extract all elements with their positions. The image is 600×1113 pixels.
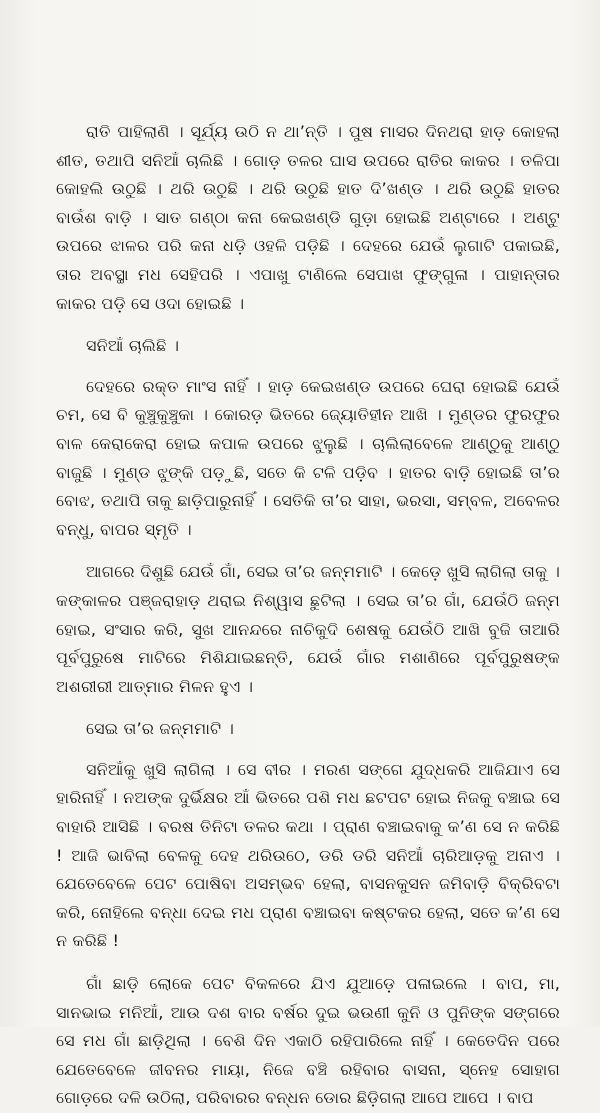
paragraph: ସେଇ ତା’ର ଜନ୍ମମାଟି । [86,719,235,739]
paragraph: ରାତି ପାହିଲାଣି । ସୂର୍ଯ୍ୟ ଉଠି ନ ଥା’ନ୍ତି । ପୁଷ ମାସର ଦିନଥରା ହାଡ଼ କୋହଲା ଶୀତ, ତଥାପି ସନିଆଁ ଚାଲିଛି । ଗୋଡ଼ ତଳର ଘାସ ଉପରେ ରାତିର କାକର । ତଳିପା କୋହଲି ଉଠୁଛି । ଥରି ଉଠୁଛି । ଥରି ଉଠୁଛି ହାତ ଦି’ଖଣ୍ଡ । ଥରି ଉଠୁଛି ହାତର ବାଉଁଶ ବାଡ଼ି । ସାତ ଗଣ୍ଠା କନା କେଇଖଣ୍ଡି ଗୁଡ଼ା ହୋଇଛି ଅଣ୍ଟାରେ । ଅଣ୍ଟୁ ଉପରେ ଝାଳର ପରି କନା ଧଡ଼ି ଓହଳି ପଡ଼ିଛି । ଦେହରେ ଯେଉଁ ଲୁଗାଟି ପକାଇଛି, ତାର ଅବସ୍ଥା ମଧ ସେହିପରି । ଏପାଖୁ ଟାଣିଲେ ସେପାଖ ଫୁଙ୍ଗୁଳା । ପାହାନ୍ତାର କାକର ପଡ଼ି ସେ ଓଦା ହୋଇଛି । [56,122,560,313]
paragraph: ଆଗରେ ଦିଶୁଛି ଯେଉଁ ଗାଁ, ସେଇ ତା’ର ଜନ୍ମମାଟି । କେଡ଼େ ଖୁସି ଲାଗିଲା ତାକୁ । କଙ୍କାଳର ପଞ୍ଜରାହାଡ଼ ଥରାଇ ନିଶ୍ୱାସ ଛୁଟିଲା । ସେଇ ତା’ର ଗାଁ, ଯେଉଁଠି ଜନ୍ମ ହୋଇ, ସଂସାର କରି, ସୁଖ ଆନନ୍ଦରେ ନାଚିକୁଦି ଶେଷକୁ ଯେଉଁଠି ଆଖି ବୁଜି ତାଆରି ପୂର୍ବପୁରୁଷେ ମାଟିରେ ମିଶିଯାଇଛନ୍ତି, ଯେଉଁ ଗାଁର ମଶାଣିରେ ପୂର୍ବପୁରୁଷଙ୍କ ଅଶରୀରୀ ଆତ୍ମାର ମିଳନ ହୁଏ । [56,562,560,696]
paragraph: ସନିଆଁକୁ ଖୁସି ଲାଗିଲା । ସେ ବୀର । ମରଣ ସଙ୍ଗେ ଯୁଦ୍ଧକରି ଆଜିଯାଏ ସେ ହାରିନାହିଁ । ନଅଙ୍କ ଦୁର୍ଭିକ୍ଷର ଆଁ ଭିତରେ ପଶି ମଧ ଛଟପଟ ହୋଇ ନିଜକୁ ବଞ୍ଚାଇ ସେ ବାହାରି ଆସିଛି । ବରଷ ତିନିଟା ତଳର କଥା । ପ୍ରାଣ ବଞ୍ଚାଇବାକୁ କ’ଣ ସେ ନ କରିଛି ! ଆଜି ଭାବିଲା ବେଳକୁ ଦେହ ଥରିଉଠେ, ଡରି ଡରି ସନିଆଁ ଚାରିଆଡ଼କୁ ଅନାଏ । ଯେତେବେଳେ ପେଟ ପୋଷିବା ଅସମ୍ଭବ ହେଲା, ବାସନକୁସନ ଜମିବାଡ଼ି ବିକ୍ରିବଟା କରି, ନୋହିଲେ ବନ୍ଧା ଦେଇ ମଧ ପ୍ରାଣ ବଞ୍ଚାଇବା କଷ୍ଟକର ହେଲା, ସତେ କ’ଣ ସେ ନ କରିଛି ! [56,759,560,951]
paragraph: ଗାଁ ଛାଡ଼ି ଲୋକେ ପେଟ ବିକଳରେ ଯିଏ ଯୁଆଡ଼େ ପଳାଇଲେ । ବାପ, ମା, ସାନଭାଇ ମନିଆଁ, ଆଉ ଦଶ ବାର ବର୍ଷର ଦୁଇ ଭଉଣୀ କୁନି ଓ ପୁନିଙ୍କ ସଙ୍ଗରେ ସେ ମଧ ଗାଁ ଛାଡ଼ିଥିଲା । ବେଶି ଦିନ ଏକାଠି ରହିପାରିଲେ ନାହିଁ । କେତେଦିନ ପରେ ଯେତେବେଳେ ଜୀବନର ମାୟା, ନିଜେ ବଞ୍ଚି ରହିବାର ବାସନା, ସ୍ନେହ ସୋହାଗ ଗୋଡ଼ରେ ଦଳି ଉଠିଲା, ପରିବାରର ବନ୍ଧନ ଡୋର ଛିଡ଼ିଗଲା ଆପେ ଆପେ । ବାପ [56,974,560,1108]
paragraph: ସନିଆଁ ଚାଲିଛି । [86,336,180,356]
paragraph: ଦେହରେ ରକ୍ତ ମାଂସ ନାହିଁ । ହାଡ଼ କେଇଖଣ୍ଡ ଉପରେ ଘେରା ହୋଇଛି ଯେଉଁ ଚମ, ସେ ବି କୁଞ୍ଚୁକୁଞ୍ଚୁକା । କୋରଡ଼ ଭିତରେ ଜ୍ୟୋତିହୀନ ଆଖି । ମୁଣ୍ଡର ଫୁରଫୁର ବାଳ କେରାକେରା ହୋଇ କପାଳ ଉପରେ ଝୁଲୁଛି । ଚାଲିଲାବେଳେ ଆଣ୍ଠୁକୁ ଆଣ୍ଠୁ ବାଜୁଛି । ମୁଣ୍ଡ ଝୁଙ୍କି ପଡ଼ୁଛି, ସତେ କି ଟଳି ପଡ଼ିବ । ହାତର ବାଡ଼ି ହୋଇଛି ତା’ର ବୋଝ, ତଥାପି ତାକୁ ଛାଡ଼ିପାରୁନାହିଁ । ସେତିକି ତା’ର ସାହା, ଭରସା, ସମ୍ବଳ, ଅବେଳର ବନ୍ଧୁ, ବାପର ସ୍ମୃତି । [56,376,560,539]
